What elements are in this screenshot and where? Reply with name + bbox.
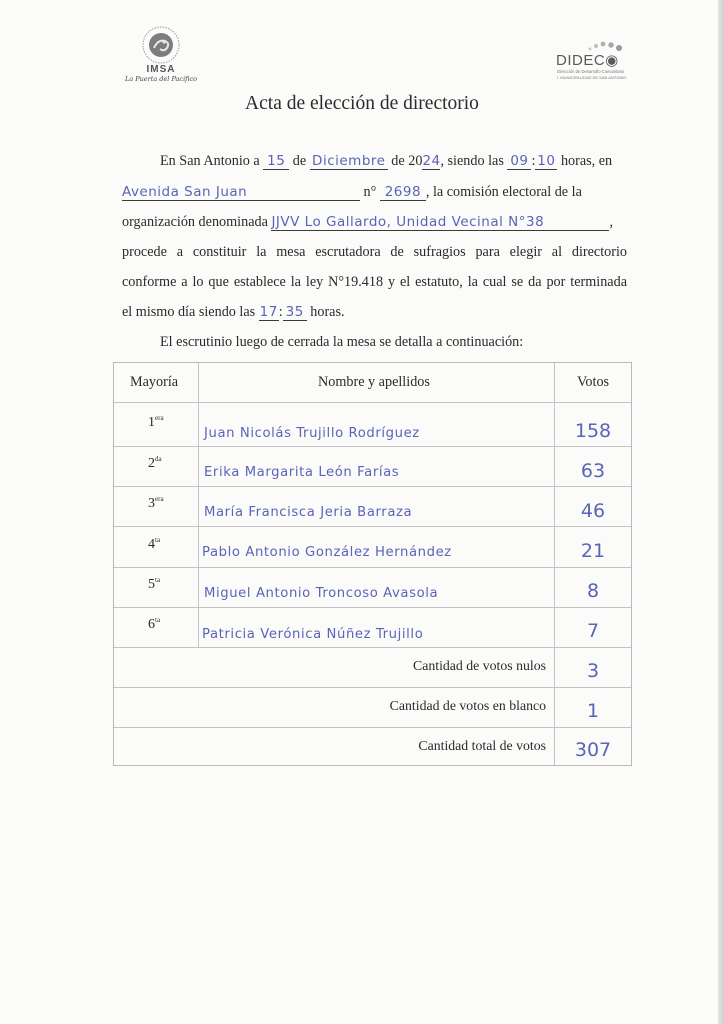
rank-number: 1 [148, 415, 155, 430]
end-minute-field: 35 [283, 305, 307, 321]
text: de 20 [391, 153, 423, 169]
row-divider [114, 647, 631, 648]
rank-5 [148, 576, 160, 593]
rank-suffix: era [155, 495, 164, 503]
rank-number: 6 [148, 617, 155, 632]
text: : [278, 304, 283, 320]
text: En San Antonio a [160, 153, 260, 169]
row-divider [114, 402, 631, 403]
candidate-name-4: Pablo Antonio González Hernández [202, 545, 452, 560]
dideco-municipality: I. MUNICIPALIDAD DE SAN ANTONIO [557, 75, 627, 80]
hour-field: 09 [507, 154, 531, 170]
rank-suffix: ta [155, 576, 161, 584]
header-name: Nombre y apellidos [318, 374, 430, 390]
null-votes-label: Cantidad de votos nulos [413, 658, 546, 673]
dideco-o-icon: ◉ [605, 52, 619, 69]
month-field: Diciembre [310, 154, 388, 170]
paragraph-line-2 [122, 184, 627, 201]
candidate-votes-5: 8 [586, 580, 600, 602]
text: organización denominada [122, 214, 268, 230]
imsa-logo [118, 24, 204, 94]
rank-1 [148, 414, 164, 431]
text: horas. [310, 304, 345, 320]
candidate-name-1: Juan Nicolás Trujillo Rodríguez [204, 426, 420, 441]
row-divider [114, 486, 631, 487]
paragraph-line-1 [122, 153, 627, 170]
text: , siendo las [440, 153, 504, 169]
paragraph-line-5: conforme a lo que establece la ley N°19.418 y el estatuto, la cual se da por terminada [122, 274, 627, 290]
dideco-dots-icon [586, 38, 626, 52]
text: el mismo día siendo las [122, 304, 256, 320]
total-votes-label: Cantidad total de votos [418, 738, 546, 753]
text: n° [363, 184, 377, 200]
rank-suffix: da [155, 455, 162, 463]
imsa-emblem-icon [141, 24, 181, 66]
rank-2 [148, 455, 162, 472]
rank-6 [148, 616, 160, 633]
candidate-votes-4: 21 [580, 540, 606, 562]
rank-number: 5 [148, 577, 155, 592]
candidate-votes-1: 158 [574, 420, 612, 442]
candidate-name-5: Miguel Antonio Troncoso Avasola [204, 586, 439, 601]
paragraph-line-6 [122, 304, 627, 321]
results-table [113, 362, 632, 766]
document-title: Acta de elección de directorio [245, 93, 479, 114]
candidate-name-6: Patricia Verónica Núñez Trujillo [202, 627, 424, 642]
null-votes-value: 3 [586, 660, 600, 682]
total-votes-value: 307 [574, 739, 612, 761]
paragraph-line-4: procede a constituir la mesa escrutadora de sufragios para elegir al directorio [122, 244, 627, 260]
candidate-votes-2: 63 [580, 460, 606, 482]
row-divider [114, 607, 631, 608]
rank-3 [148, 495, 164, 512]
paragraph-line-3 [122, 214, 627, 231]
blank-votes-value: 1 [586, 700, 600, 722]
header-votes: Votos [577, 374, 610, 390]
rank-number: 3 [148, 496, 155, 511]
end-hour-field: 17 [259, 304, 278, 320]
organization-field: JJVV Lo Gallardo, Unidad Vecinal N°38 [271, 215, 609, 231]
page-edge-shadow [718, 0, 724, 1024]
text: : [531, 153, 536, 169]
text: horas, en [560, 153, 613, 169]
row-divider [114, 687, 631, 688]
minute-field: 10 [537, 153, 556, 169]
blank-votes-label: Cantidad de votos en blanco [389, 698, 546, 713]
rank-suffix: ta [155, 536, 161, 544]
day-field: 15 [263, 154, 289, 170]
rank-suffix: era [155, 414, 164, 422]
row-divider [114, 526, 631, 527]
text: , [609, 214, 613, 230]
imsa-tagline: La Puerta del Pacífico [124, 75, 198, 83]
column-divider [198, 363, 199, 647]
candidate-name-3: María Francisca Jeria Barraza [204, 505, 413, 520]
text: El escrutinio luego de cerrada la mesa se detalla a continuación: [160, 334, 524, 350]
row-divider [114, 727, 631, 728]
row-divider [114, 446, 631, 447]
rank-number: 4 [148, 537, 155, 552]
rank-suffix: ta [155, 616, 161, 624]
candidate-votes-3: 46 [580, 500, 606, 522]
imsa-name: IMSA [146, 64, 176, 75]
header-rank: Mayoría [130, 374, 179, 390]
candidate-name-2: Erika Margarita León Farías [204, 465, 400, 480]
rank-number: 2 [148, 456, 155, 471]
year-field: 24 [422, 153, 441, 169]
candidate-votes-6: 7 [586, 620, 600, 642]
column-divider [554, 363, 555, 765]
paragraph-line-7 [122, 334, 627, 351]
dideco-name: DIDEC◉ [556, 52, 619, 69]
row-divider [114, 567, 631, 568]
rank-4 [148, 536, 160, 553]
text: , la comisión electoral de la [425, 184, 582, 200]
text: de [292, 153, 307, 169]
dideco-subtitle: Dirección de Desarrollo Comunitario [557, 69, 625, 74]
address-number-field: 2698 [380, 185, 426, 201]
address-field: Avenida San Juan [122, 185, 360, 201]
